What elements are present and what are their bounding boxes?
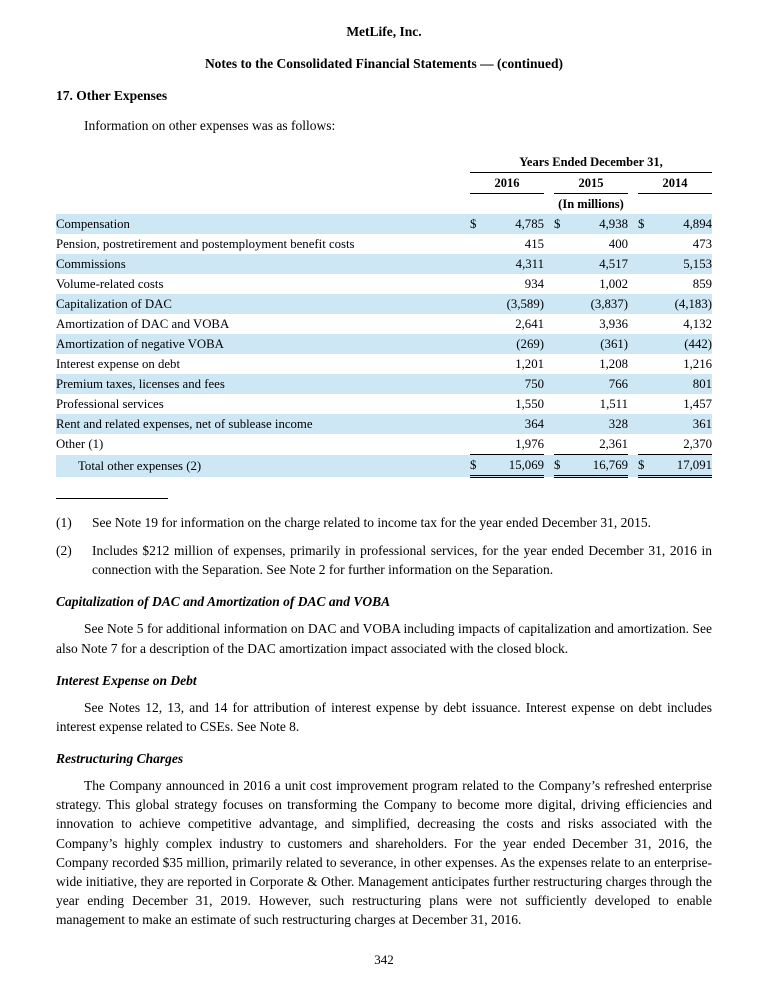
value-cell: 859 [692,276,712,291]
page-number: 342 [374,952,394,967]
note-heading: 17. Other Expenses [56,88,168,103]
row-label: Professional services [56,396,164,411]
value-cell: (3,837) [570,294,628,314]
row-label: Total other expenses (2) [56,455,470,477]
section-heading-capitalization: Capitalization of DAC and Amortization of DAC and VOBA [56,594,391,610]
value-cell: 415 [524,236,544,251]
units-label: (In millions) [558,196,624,211]
dollar-sign: $ [554,214,570,234]
value-cell: 2,641 [515,316,544,331]
value-cell: 473 [692,236,712,251]
footnote-marker: (1) [56,515,72,530]
value-cell: 361 [654,414,712,434]
value-cell: (361) [570,334,628,354]
value-cell: 15,069 [486,455,544,477]
footnote-text: See Note 19 for information on the charge related to income tax for the year ended December 31, 2015. [92,515,652,530]
value-cell: 17,091 [654,455,712,477]
dollar-sign: $ [638,455,654,477]
table-year-header-row [56,173,712,194]
table-row [56,314,712,334]
value-cell: 4,517 [570,254,628,274]
value-cell: 1,208 [599,356,628,371]
section-heading-restructuring: Restructuring Charges [56,751,184,767]
section-heading-interest-expense: Interest Expense on Debt [56,672,197,688]
value-cell: 2,361 [599,436,628,451]
value-cell: (4,183) [654,294,712,314]
row-label: Capitalization of DAC [56,294,470,314]
row-label: Rent and related expenses, net of sublease income [56,414,470,434]
value-cell: 1,976 [515,436,544,451]
value-cell: 1,216 [683,356,712,371]
table-units-row [56,194,712,215]
value-cell: 364 [486,414,544,434]
row-label: Interest expense on debt [56,356,181,371]
table-row [56,434,712,455]
row-label: Commissions [56,254,470,274]
document-subtitle: Notes to the Consolidated Financial Statements — (continued) [204,56,564,71]
value-cell: 801 [654,374,712,394]
section-paragraph: The Company announced in 2016 a unit cost improvement program related to the Company’s refreshed enterprise strategy. This global strategy focuses on transforming the Company to become more digital, driving efficiencies and innovation to achieve competitive advantage, and simplified, decreasing the costs and risks associated with the Company’s highly complex industry to customers and shareholders. For the year ended December 31, 2016, the Company recorded $35 million, primarily related to severance, in other expenses. As the expenses relate to an enterprise-wide initiative, they are reported in Corporate & Other. Management anticipates further restructuring charges through the year ending December 31, 2019. However, such restructuring plans were not sufficiently developed to enable management to make an estimate of such restructuring charges at December 31, 2016. [56,778,712,928]
value-cell: 4,132 [683,316,712,331]
footnote [56,541,712,579]
table-row [56,354,712,374]
value-cell: 400 [608,236,628,251]
table-row [56,294,712,314]
row-label: Volume-related costs [56,276,164,291]
dollar-sign: $ [470,455,486,477]
table-row [56,214,712,234]
dollar-sign: $ [470,214,486,234]
value-cell: 4,311 [486,254,544,274]
value-cell: (3,589) [486,294,544,314]
value-cell: 5,153 [654,254,712,274]
value-cell: 16,769 [570,455,628,477]
other-expenses-table [56,152,712,478]
value-cell: 1,201 [515,356,544,371]
row-label: Amortization of DAC and VOBA [56,316,230,331]
footnote-rule [56,498,168,499]
company-title: MetLife, Inc. [346,24,422,39]
value-cell: 3,936 [599,316,628,331]
table-span-header-row [56,152,712,173]
section-paragraph: See Note 5 for additional information on DAC and VOBA including impacts of capitalization and amortization. See also Note 7 for a description of the DAC amortization impact associated with the closed block. [56,621,712,656]
value-cell: 4,785 [486,214,544,234]
row-label: Other (1) [56,437,104,451]
year-column-header: 2016 [470,173,544,194]
section-paragraph: See Notes 12, 13, and 14 for attribution of interest expense by debt issuance. Interest expense on debt includes interest expense related to CSEs. See Note 8. [56,699,712,734]
row-label: Pension, postretirement and postemployment benefit costs [56,236,355,251]
intro-paragraph: Information on other expenses was as follows: [84,118,336,133]
value-cell: 1,002 [599,276,628,291]
table-row [56,414,712,434]
value-cell: 766 [570,374,628,394]
row-label: Amortization of negative VOBA [56,334,470,354]
table-row [56,234,712,254]
value-cell: (442) [654,334,712,354]
value-cell: 934 [524,276,544,291]
table-row [56,274,712,294]
table-row [56,394,712,414]
year-column-header: 2015 [554,173,628,194]
years-ended-header: Years Ended December 31, [470,152,712,173]
table-row [56,374,712,394]
value-cell: 2,370 [683,436,712,451]
value-cell: (269) [486,334,544,354]
year-column-header: 2014 [638,173,712,194]
value-cell: 1,550 [515,396,544,411]
table-row [56,334,712,354]
footnote-marker: (2) [56,543,72,559]
table-row [56,254,712,274]
table-total-row [56,455,712,477]
value-cell: 4,938 [570,214,628,234]
value-cell: 750 [486,374,544,394]
dollar-sign: $ [554,455,570,477]
footnote [56,513,712,532]
row-label: Compensation [56,214,470,234]
value-cell: 328 [570,414,628,434]
value-cell: 1,457 [683,396,712,411]
value-cell: 4,894 [654,214,712,234]
dollar-sign: $ [638,214,654,234]
value-cell: 1,511 [599,396,628,411]
row-label: Premium taxes, licenses and fees [56,374,470,394]
footnote-text: Includes $212 million of expenses, primarily in professional services, for the year ended December 31, 2016 in connection with the Separation. See Note 2 for further information on the Separation. [92,543,712,578]
